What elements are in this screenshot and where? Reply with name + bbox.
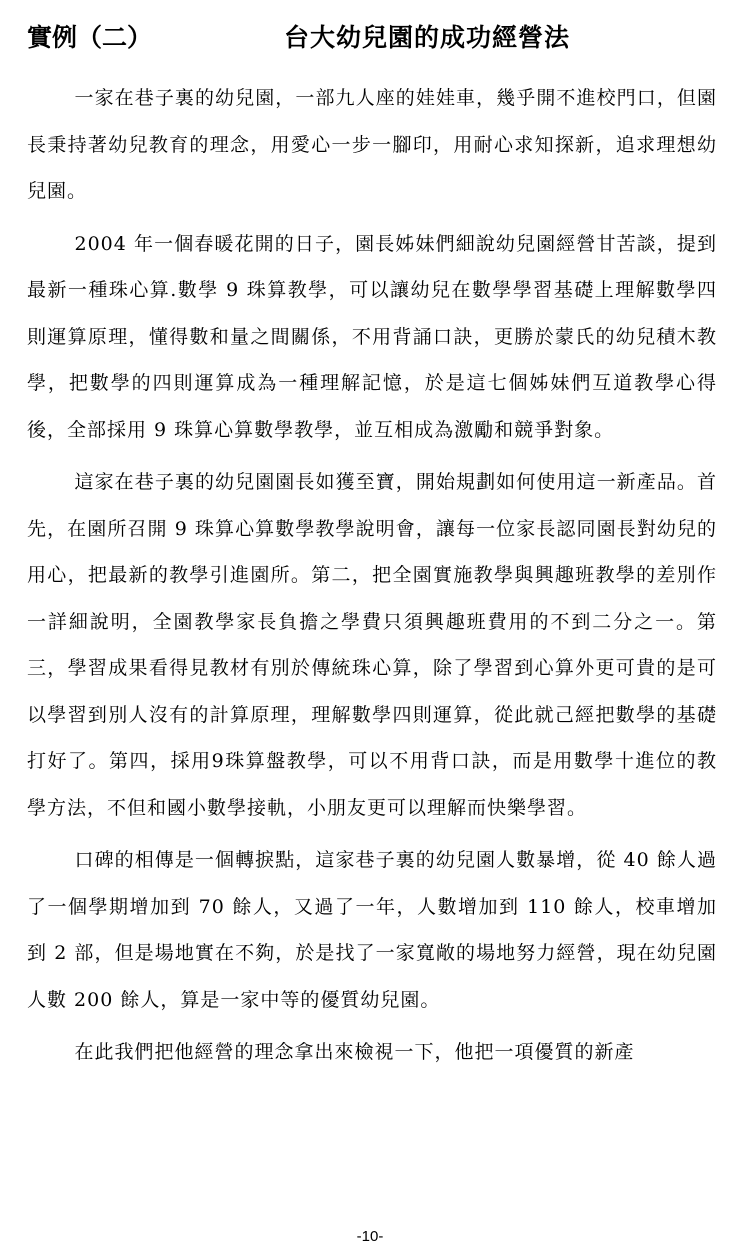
paragraph-2: 2004 年一個春暖花開的日子，園長姊妹們細說幼兒園經營甘苦談，提到最新一種珠心算.數學 9 珠算教學，可以讓幼兒在數學學習基礎上理解數學四則運算原理，懂得數和量之間關係，不用背誦口訣，更勝於蒙氏的幼兒積木教學，把數學的四則運算成為一種理解記憶，於是這七個姊妹們互道教學心得後，全部採用 9 珠算心算數學教學，並互相成為激勵和競爭對象。 (27, 232, 717, 441)
page-title: 台大幼兒園的成功經營法 (284, 23, 571, 52)
paragraph-3: 這家在巷子裏的幼兒園園長如獲至寶，開始規劃如何使用這一新產品。首先，在園所召開 9 珠算心算數學教學說明會，讓每一位家長認同園長對幼兒的用心，把最新的教學引進園所。第二，把全園實施教學與興趣班教學的差別作一詳細說明，全園教學家長負擔之學費只須興趣班費用的不到二分之一。第三，學習成果看得見教材有別於傳統珠心算，除了學習到心算外更可貴的是可以學習到別人沒有的計算原理，理解數學四則運算，從此就己經把數學的基礎打好了。第四，採用9珠算盤教學，可以不用背口訣，而是用數學十進位的教學方法，不但和國小數學接軌，小朋友更可以理解而快樂學習。 (27, 471, 717, 819)
title-row (27, 18, 717, 58)
page-number: -10- (356, 1228, 384, 1245)
paragraph-4: 口碑的相傳是一個轉捩點，這家巷子裏的幼兒園人數暴增，從 40 餘人過了一個學期增加到 70 餘人，又過了一年，人數增加到 110 餘人，校車增加到 2 部，但是場地實在不夠，於是找了一家寬敞的場地努力經營，現在幼兒園人數 200 餘人，算是一家中等的優質幼兒園。 (27, 849, 717, 1011)
example-label: 實例（二） (27, 23, 153, 52)
paragraph-1: 一家在巷子裏的幼兒園，一部九人座的娃娃車，幾乎開不進校門口，但園長秉持著幼兒教育的理念，用愛心一步一腳印，用耐心求知探新，追求理想幼兒園。 (27, 87, 717, 202)
body-text (27, 75, 717, 1082)
paragraph-5: 在此我們把他經營的理念拿出來檢視一下，他把一項優質的新產 (74, 1041, 635, 1063)
